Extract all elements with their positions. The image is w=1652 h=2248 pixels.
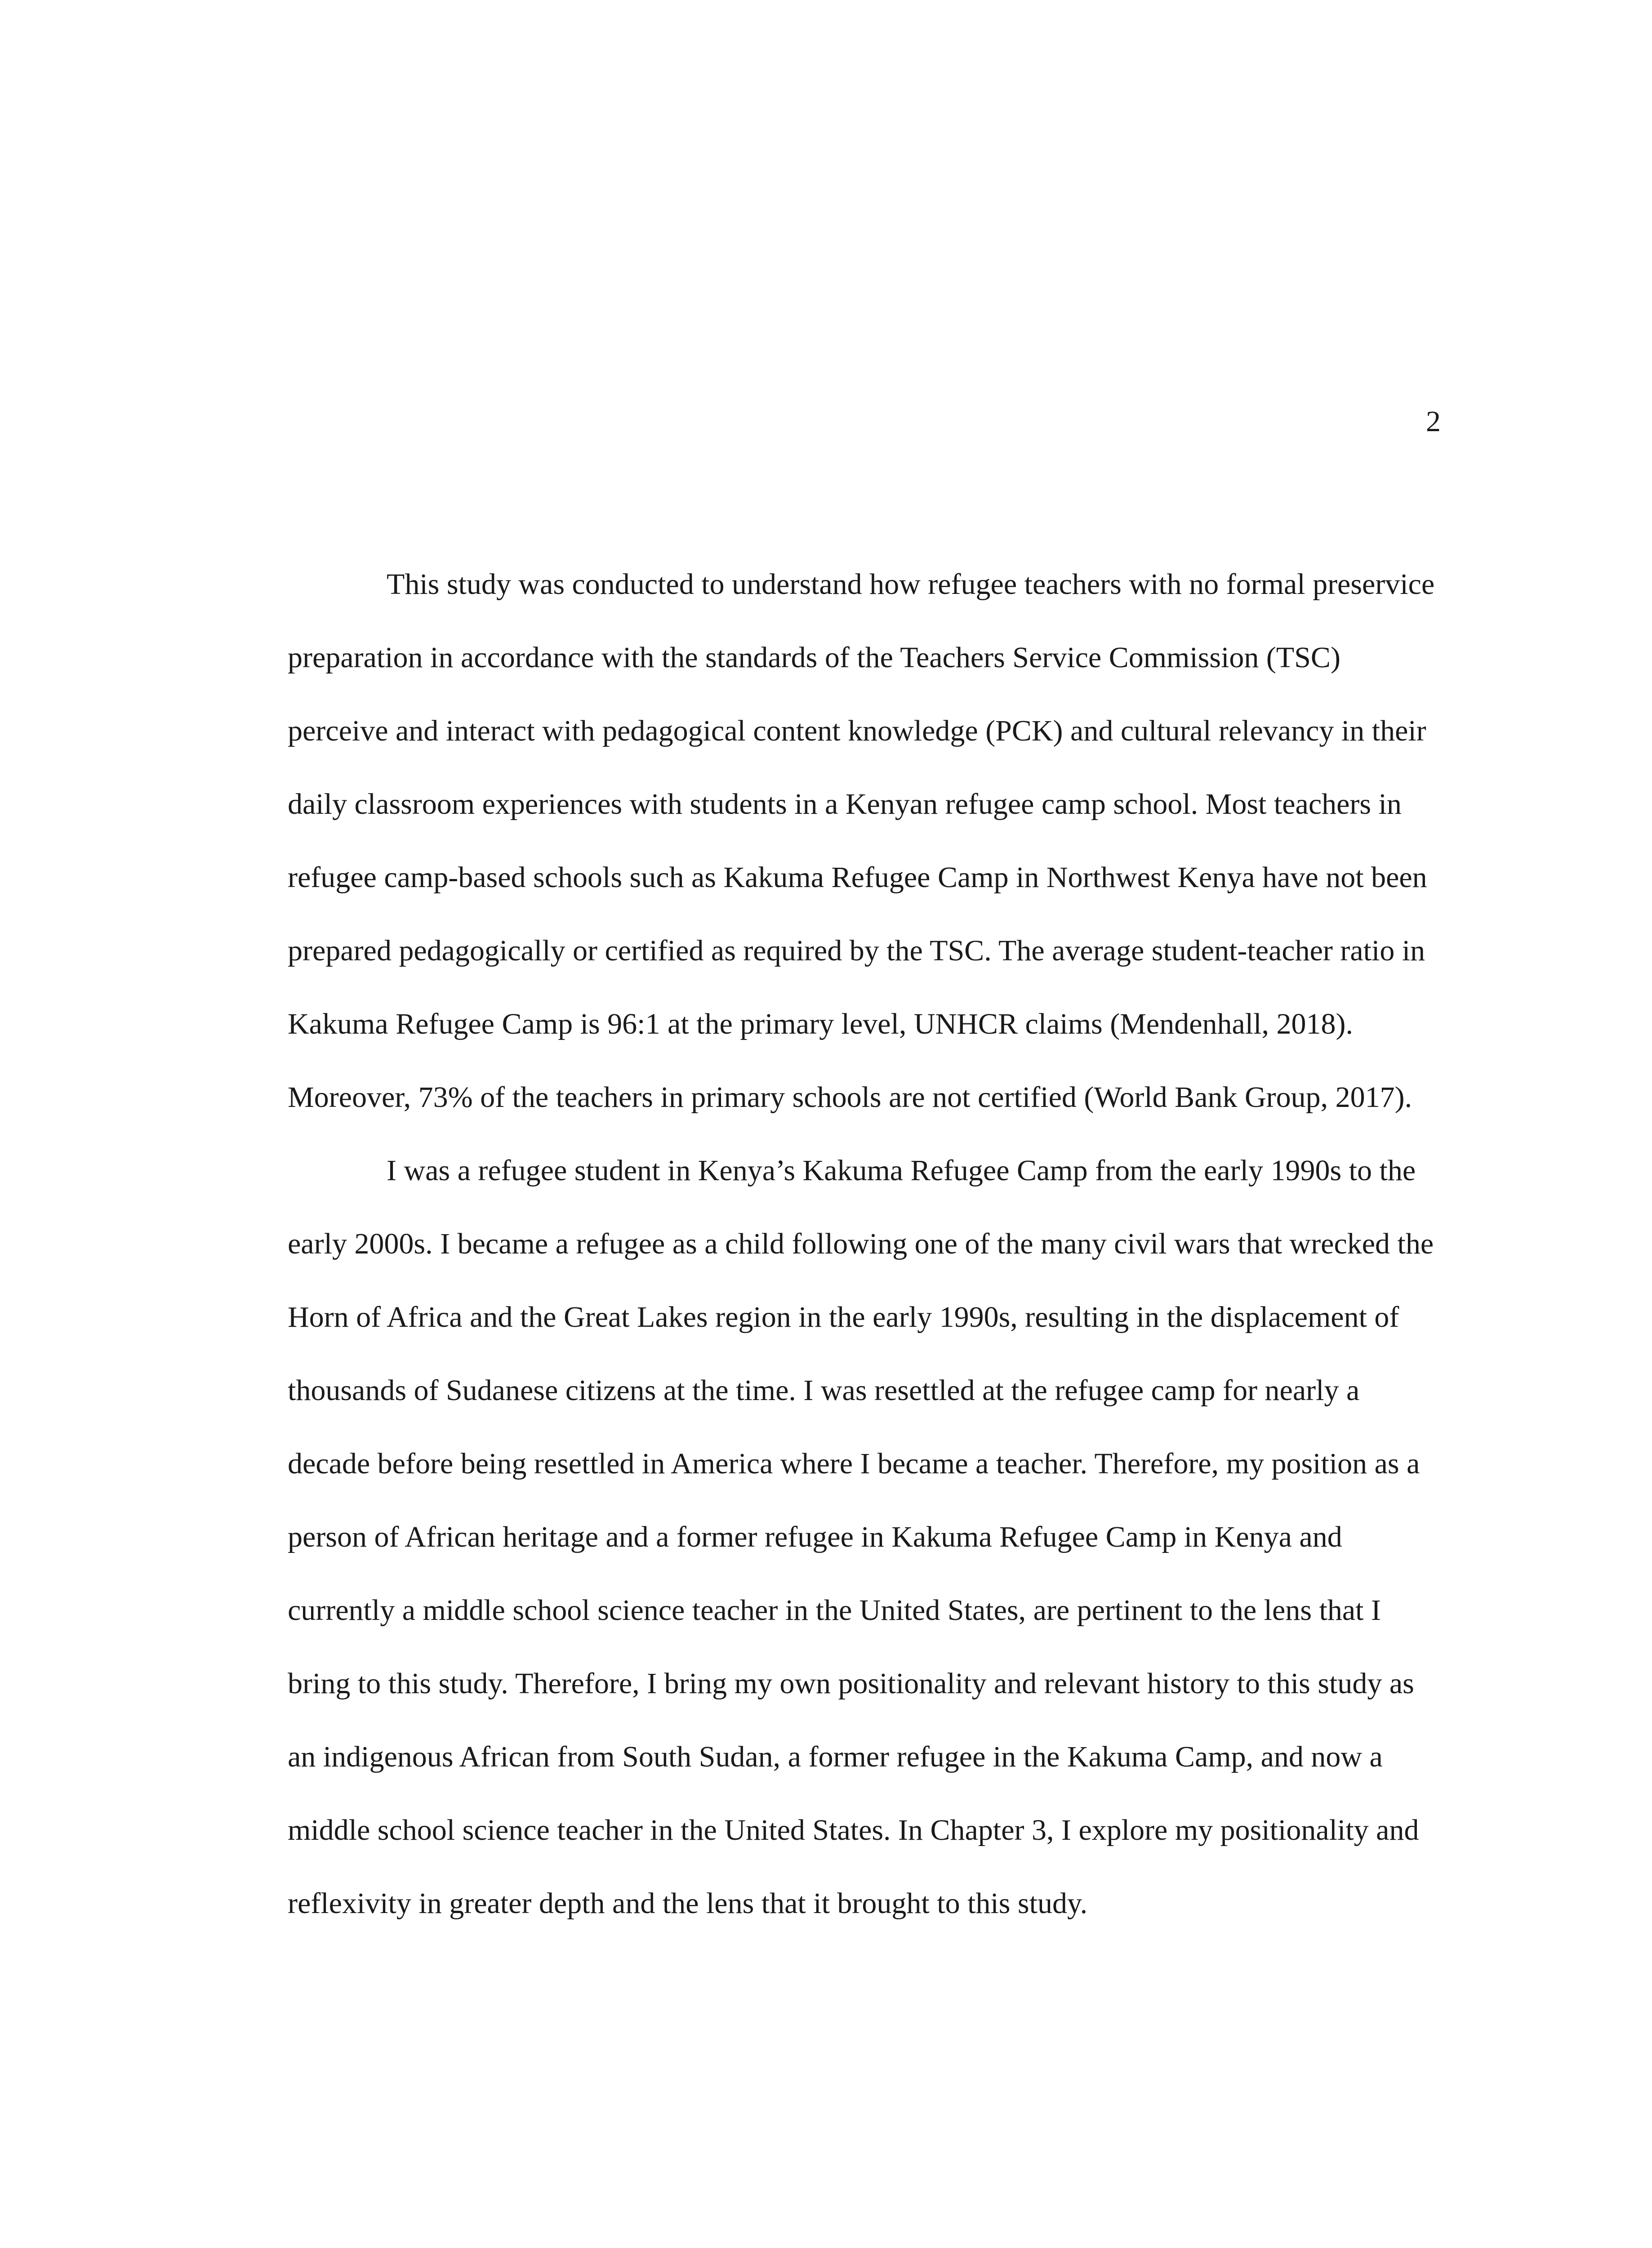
paragraph-researcher-positionality: I was a refugee student in Kenya’s Kakuma Refugee Camp from the early 1990s to the early 2000s. I became a refugee as a child following one of the many civil wars that wrecked the Horn of Africa and the Great Lakes region in the early 1990s, resulting in the displacement of thousands of Sudanese citizens at the time. I was resettled at the refugee camp for nearly a decade before being resettled in America where I became a teacher. Therefore, my position as a person of African heritage and a former refugee in Kakuma Refugee Camp in Kenya and currently a middle school science teacher in the United States, are pertinent to the lens that I bring to this study. Therefore, I bring my own positionality and relevant history to this study as an indigenous African from South Sudan, a former refugee in the Kakuma Camp, and now a middle school science teacher in the United States. In Chapter 3, I explore my positionality and reflexivity in greater depth and the lens that it brought to this study.	[288, 1154, 1434, 1920]
body-text	[288, 548, 1441, 1940]
page-number: 2	[1426, 405, 1441, 438]
paragraph-study-purpose: This study was conducted to understand how refugee teachers with no formal preservice preparation in accordance with the standards of the Teachers Service Commission (TSC) perceive and interact with pedagogical content knowledge (PCK) and cultural relevancy in their daily classroom experiences with students in a Kenyan refugee camp school. Most teachers in refugee camp-based schools such as Kakuma Refugee Camp in Northwest Kenya have not been prepared pedagogically or certified as required by the TSC. The average student-teacher ratio in Kakuma Refugee Camp is 96:1 at the primary level, UNHCR claims (Mendenhall, 2018). Moreover, 73% of the teachers in primary schools are not certified (World Bank Group, 2017).	[288, 568, 1435, 1114]
